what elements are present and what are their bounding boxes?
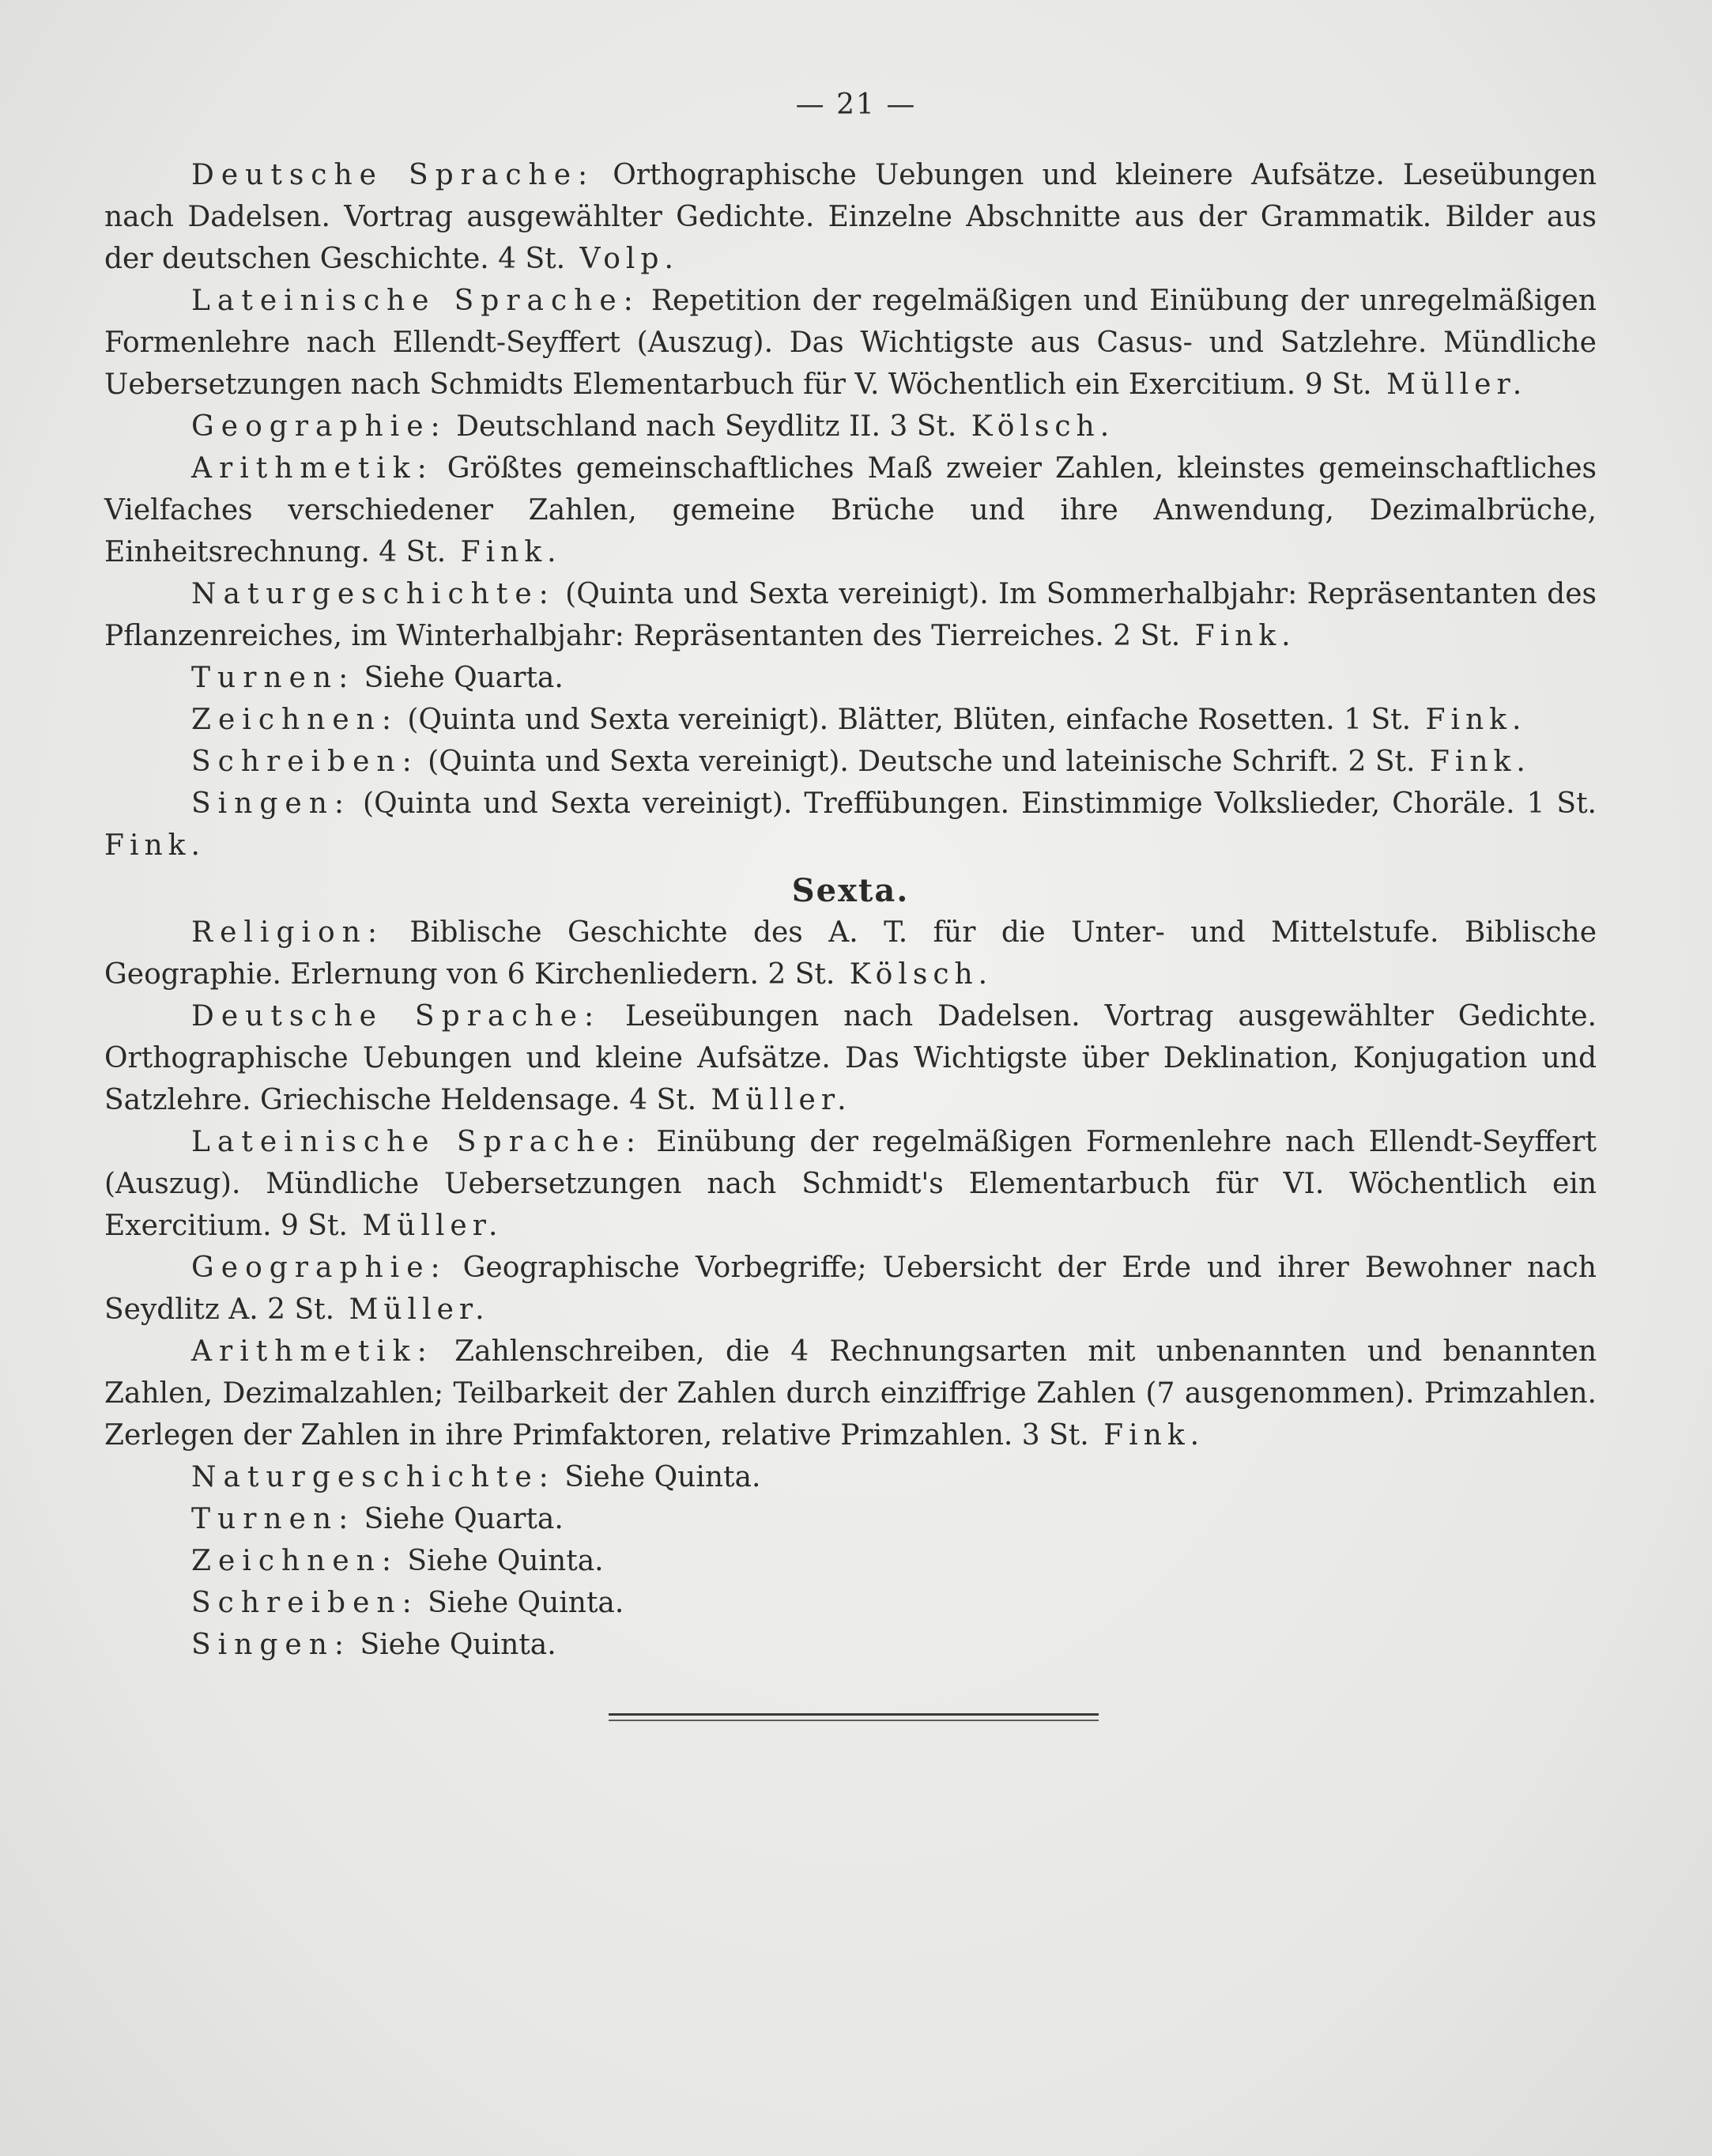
teacher-name: Müller.: [696, 1084, 852, 1116]
subject-label: Arithmetik:: [191, 1335, 434, 1368]
subject-description: Größtes gemeinschaftliches Maß zweier Zahlen, kleinstes gemeinschaftliches Vielfaches verschiedener Zahlen, gemeine Brüche und ihre Anwendung, Dezimalbrüche, Einheitsrechnung. 4 St.: [104, 452, 1597, 568]
teacher-name: Volp.: [565, 243, 679, 275]
subject-description: (Quinta und Sexta vereinigt). Treffübungen. Einstimmige Volkslieder, Choräle. 1 St.: [351, 787, 1597, 820]
subject-label: Singen:: [191, 787, 352, 820]
teacher-name: Fink.: [1411, 704, 1527, 736]
subject-description: Siehe Quinta.: [351, 1629, 556, 1661]
subject-description: (Quinta und Sexta vereinigt). Im Sommerhalbjahr: Repräsentanten des Pflanzenreiches, im Winterhalbjahr: Repräsentanten des Tierreiches. 2 St.: [104, 578, 1597, 652]
subject-label: Turnen:: [191, 662, 356, 694]
subject-paragraph: [104, 741, 1597, 783]
subject-paragraph: [104, 1498, 1597, 1540]
subject-paragraph: [104, 1540, 1597, 1582]
subject-description: Biblische Geschichte des A. T. für die Unter- und Mittelstufe. Biblische Geographie. Erlernung von 6 Kirchenliedern. 2 St.: [104, 916, 1597, 991]
subject-paragraph: [104, 783, 1597, 867]
subject-label: Religion:: [191, 916, 384, 949]
subject-label: Zeichnen:: [191, 1545, 398, 1577]
subject-description: (Quinta und Sexta vereinigt). Deutsche und lateinische Schrift. 2 St.: [418, 746, 1416, 778]
subject-label: Lateinische Sprache:: [191, 285, 640, 317]
subject-description: Orthographische Uebungen und kleinere Aufsätze. Leseübungen nach Dadelsen. Vortrag ausgewählter Gedichte. Einzelne Abschnitte aus der Grammatik. Bilder aus der deutschen Geschichte. 4 St.: [104, 159, 1597, 275]
page-number: — 21 —: [795, 89, 917, 121]
subject-paragraph: [104, 1247, 1597, 1331]
teacher-name: Kölsch.: [956, 410, 1115, 443]
subject-label: Singen:: [191, 1629, 352, 1661]
closing-rule-thin: [609, 1720, 1099, 1721]
subject-description: Deutschland nach Seydlitz II. 3 St.: [447, 410, 957, 443]
quinta-section: [104, 154, 1597, 867]
subject-description: Zahlenschreiben, die 4 Rechnungsarten mit unbenannten und benannten Zahlen, Dezimalzahlen; Teilbarkeit der Zahlen durch einziffrige Zahlen (7 ausgenommen). Primzahlen. Zerlegen der Zahlen in ihre Primfaktoren, relative Primzahlen. 3 St.: [104, 1335, 1597, 1452]
subject-description: (Quinta und Sexta vereinigt). Blätter, Blüten, einfache Rosetten. 1 St.: [398, 704, 1412, 736]
subject-label: Lateinische Sprache:: [191, 1126, 643, 1158]
subject-description: Siehe Quinta.: [555, 1461, 761, 1493]
teacher-name: Fink.: [446, 536, 562, 568]
subject-paragraph: [104, 699, 1597, 741]
subject-paragraph: [104, 995, 1597, 1121]
subject-label: Schreiben:: [191, 746, 419, 778]
subject-paragraph: [104, 573, 1597, 657]
subject-paragraph: [104, 1624, 1597, 1666]
subject-description: Einübung der regelmäßigen Formenlehre nach Ellendt-Seyffert (Auszug). Mündliche Uebersetzungen nach Schmidt's Elementarbuch für VI. Wöchentlich ein Exercitium. 9 St.: [104, 1126, 1597, 1242]
subject-paragraph: [104, 154, 1597, 280]
teacher-name: Fink.: [1088, 1419, 1205, 1452]
subject-description: Leseübungen nach Dadelsen. Vortrag ausgewählter Gedichte. Orthographische Uebungen und kleine Aufsätze. Das Wichtigste über Deklination, Konjugation und Satzlehre. Griechische Heldensage. 4 St.: [104, 1000, 1597, 1116]
teacher-name: Müller.: [1371, 368, 1528, 401]
subject-description: Geographische Vorbegriffe; Uebersicht der Erde und ihrer Bewohner nach Seydlitz A. 2 St.: [104, 1252, 1597, 1326]
curriculum-text: [104, 154, 1597, 1666]
subject-label: Geographie:: [191, 410, 447, 443]
subject-description: Siehe Quinta.: [398, 1545, 604, 1577]
teacher-name: Kölsch.: [835, 958, 994, 991]
subject-paragraph: [104, 406, 1597, 447]
sexta-section: [104, 912, 1597, 1666]
teacher-name: Fink.: [1180, 620, 1296, 652]
subject-label: Arithmetik:: [191, 452, 434, 485]
subject-paragraph: [104, 1456, 1597, 1498]
subject-label: Geographie:: [191, 1252, 447, 1284]
teacher-name: Fink.: [1415, 746, 1531, 778]
subject-label: Turnen:: [191, 1503, 356, 1535]
subject-label: Schreiben:: [191, 1587, 419, 1619]
subject-label: Deutsche Sprache:: [191, 1000, 601, 1033]
subject-description: Siehe Quarta.: [355, 662, 564, 694]
section-heading-sexta: Sexta.: [791, 872, 910, 909]
closing-rule: [609, 1713, 1099, 1716]
teacher-name: Müller.: [334, 1293, 490, 1326]
subject-label: Zeichnen:: [191, 704, 398, 736]
subject-description: Repetition der regelmäßigen und Einübung der unregelmäßigen Formenlehre nach Ellendt-Seyffert (Auszug). Das Wichtigste aus Casus- und Satzlehre. Mündliche Uebersetzungen nach Schmidts Elementarbuch für V. Wöchentlich ein Exercitium. 9 St.: [104, 285, 1597, 401]
subject-paragraph: [104, 447, 1597, 573]
teacher-name: Müller.: [347, 1210, 503, 1242]
subject-label: Deutsche Sprache:: [191, 159, 595, 191]
subject-paragraph: [104, 280, 1597, 406]
subject-paragraph: [104, 1331, 1597, 1456]
teacher-name: Fink.: [104, 829, 206, 862]
subject-label: Naturgeschichte:: [191, 578, 556, 610]
subject-description: Siehe Quinta.: [418, 1587, 624, 1619]
subject-paragraph: [104, 1582, 1597, 1624]
subject-paragraph: [104, 912, 1597, 995]
subject-description: Siehe Quarta.: [355, 1503, 564, 1535]
subject-paragraph: [104, 1121, 1597, 1247]
subject-label: Naturgeschichte:: [191, 1461, 556, 1493]
subject-paragraph: [104, 657, 1597, 699]
